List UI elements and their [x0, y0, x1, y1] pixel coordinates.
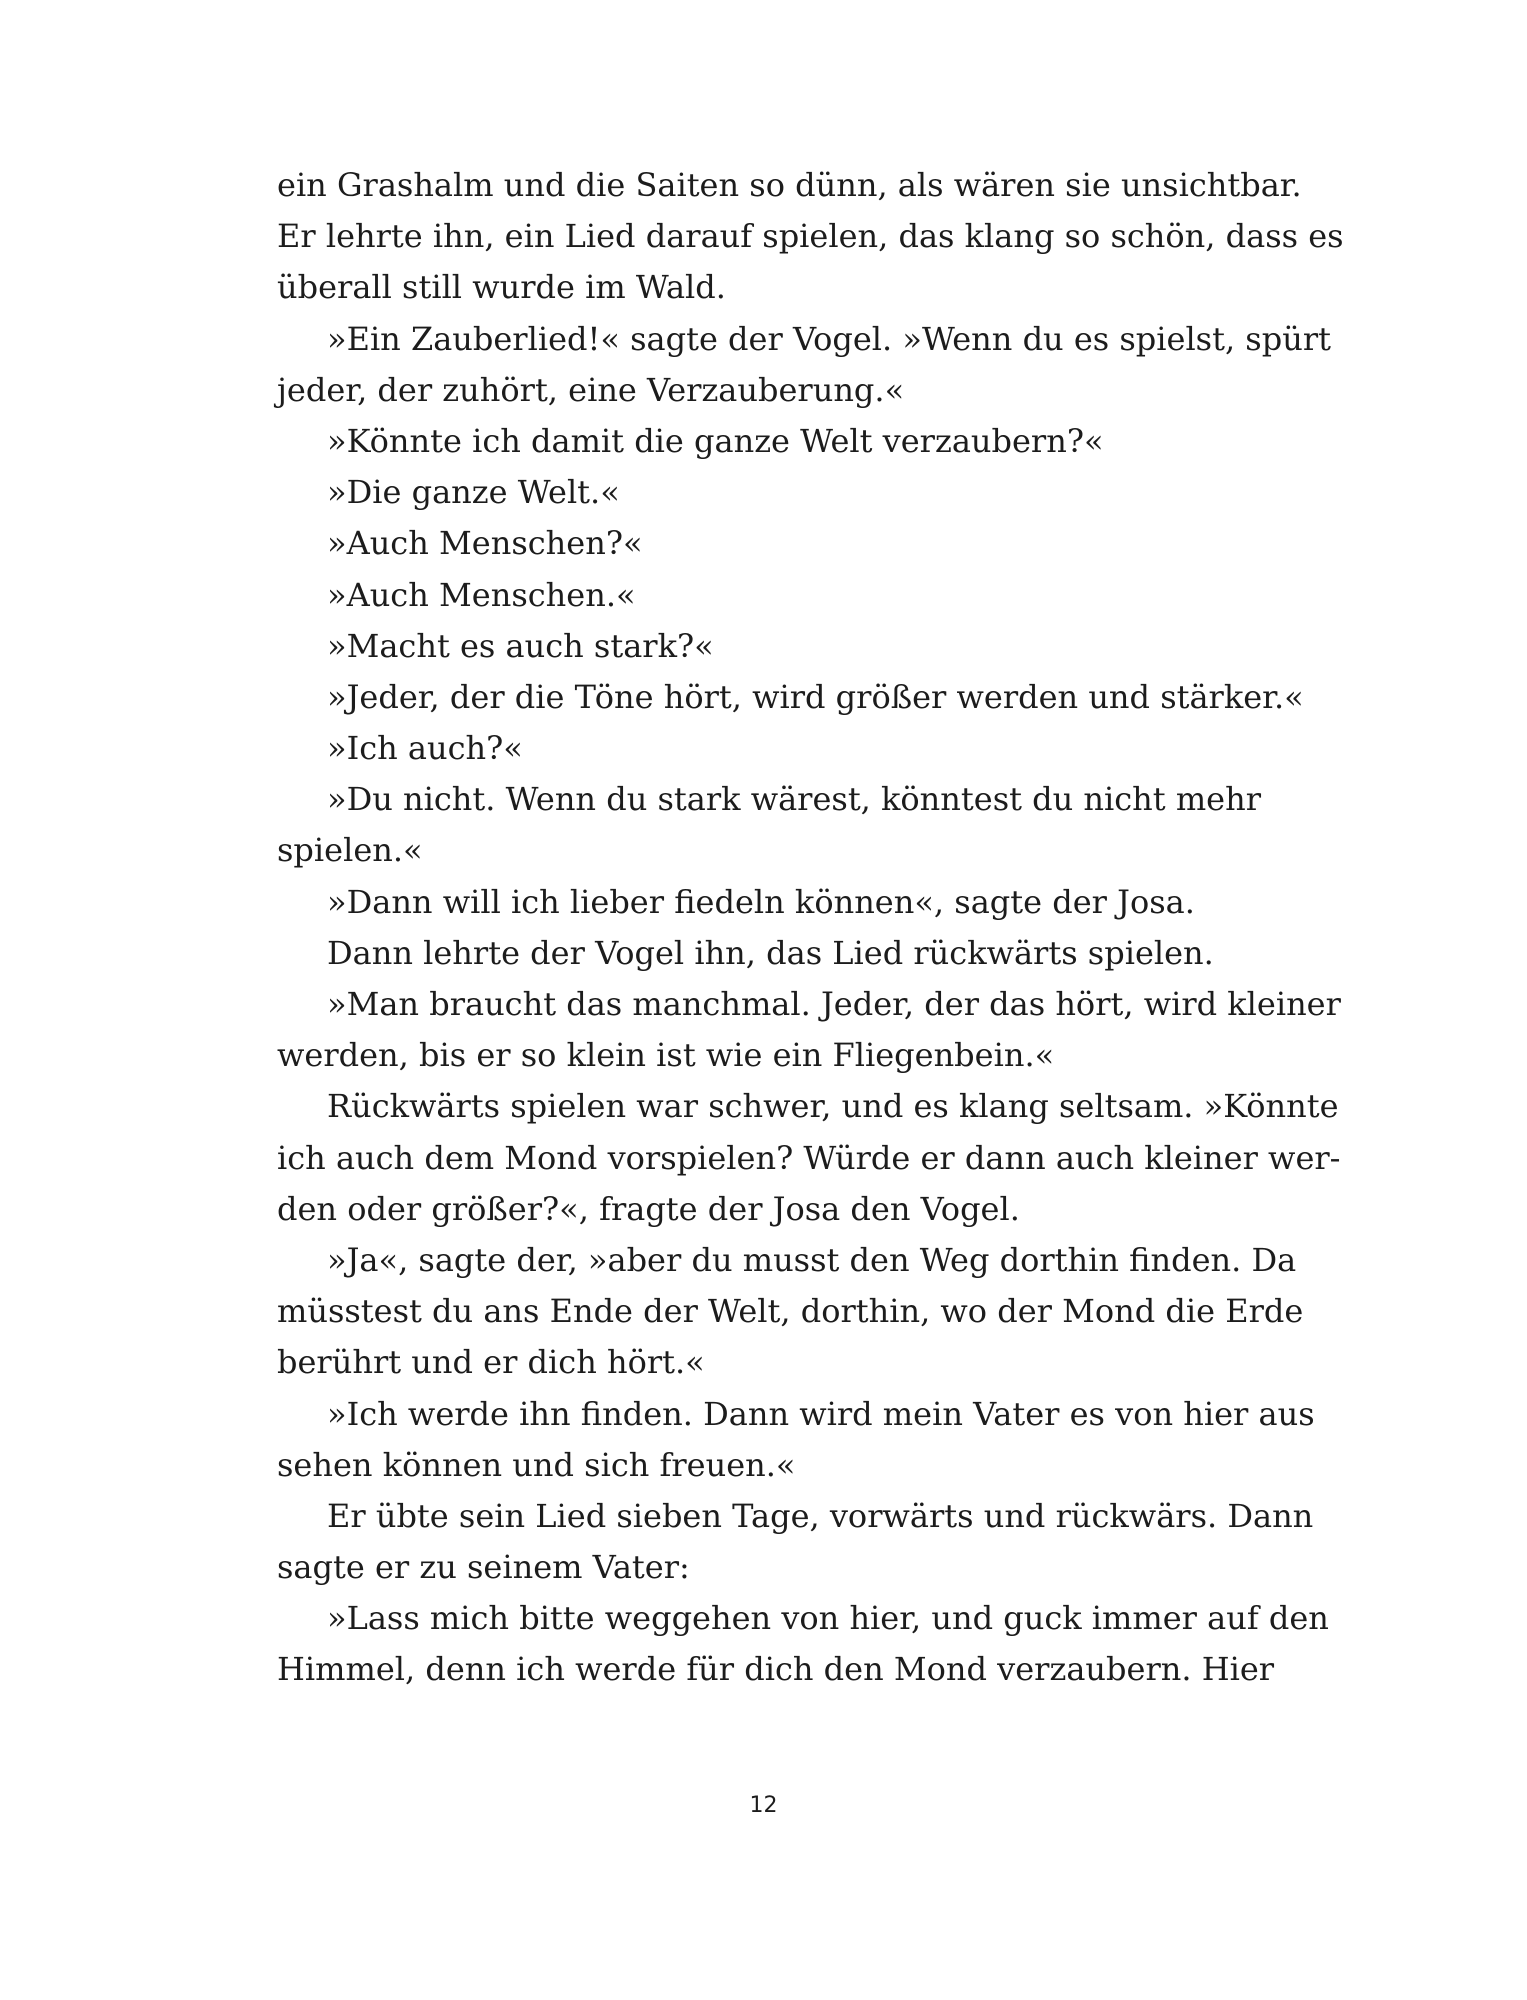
- text-line: berührt und er dich hört.«: [277, 1343, 705, 1382]
- text-line: Dann lehrte der Vogel ihn, das Lied rückwärts spielen.: [327, 933, 1214, 972]
- text-line: werden, bis er so klein ist wie ein Fliegenbein.«: [277, 1036, 1055, 1075]
- text-line: »Ein Zauberlied!« sagte der Vogel. »Wenn du es spielst, spürt: [327, 319, 1331, 358]
- text-line: »Macht es auch stark?«: [327, 626, 714, 665]
- text-line: Er übte sein Lied sieben Tage, vorwärts und rückwärs. Dann: [327, 1496, 1314, 1535]
- text-line: »Dann will ich lieber fiedeln können«, sagte der Josa.: [327, 882, 1195, 921]
- text-line: Himmel, denn ich werde für dich den Mond verzaubern. Hier: [277, 1650, 1275, 1689]
- text-line: jeder, der zuhört, eine Verzauberung.«: [277, 370, 905, 409]
- text-line: sehen können und sich freuen.«: [277, 1445, 796, 1484]
- text-line: ich auch dem Mond vorspielen? Würde er dann auch kleiner wer-: [277, 1138, 1341, 1177]
- text-line: ein Grashalm und die Saiten so dünn, als wären sie unsichtbar.: [277, 166, 1302, 204]
- text-line: »Jeder, der die Töne hört, wird größer werden und stärker.«: [327, 677, 1304, 716]
- text-line: Rückwärts spielen war schwer, und es klang seltsam. »Könnte: [327, 1087, 1339, 1126]
- text-line: »Du nicht. Wenn du stark wärest, könntest du nicht mehr: [327, 780, 1261, 819]
- text-line: »Ich auch?«: [327, 729, 523, 768]
- text-line: »Ja«, sagte der, »aber du musst den Weg dorthin finden. Da: [327, 1240, 1297, 1279]
- text-line: »Die ganze Welt.«: [327, 473, 620, 512]
- text-line: müsstest du ans Ende der Welt, dorthin, wo der Mond die Erde: [277, 1292, 1304, 1331]
- text-line: »Ich werde ihn finden. Dann wird mein Vater es von hier aus: [327, 1394, 1315, 1433]
- page-number: 12: [749, 1793, 778, 1818]
- body-text: [277, 160, 1344, 1696]
- text-line: spielen.«: [277, 831, 423, 870]
- text-line: sagte er zu seinem Vater:: [277, 1548, 690, 1587]
- text-line: »Man braucht das manchmal. Jeder, der das hört, wird kleiner: [327, 985, 1341, 1023]
- text-line: »Könnte ich damit die ganze Welt verzaubern?«: [327, 421, 1104, 460]
- text-line: »Auch Menschen?«: [327, 524, 643, 563]
- text-line: »Lass mich bitte weggehen von hier, und guck immer auf den: [327, 1599, 1329, 1638]
- text-line: den oder größer?«, fragte der Josa den Vogel.: [277, 1189, 1020, 1228]
- text-line: »Auch Menschen.«: [327, 575, 636, 614]
- text-line: überall still wurde im Wald.: [277, 268, 726, 307]
- text-line: Er lehrte ihn, ein Lied darauf spielen, das klang so schön, dass es: [277, 217, 1344, 256]
